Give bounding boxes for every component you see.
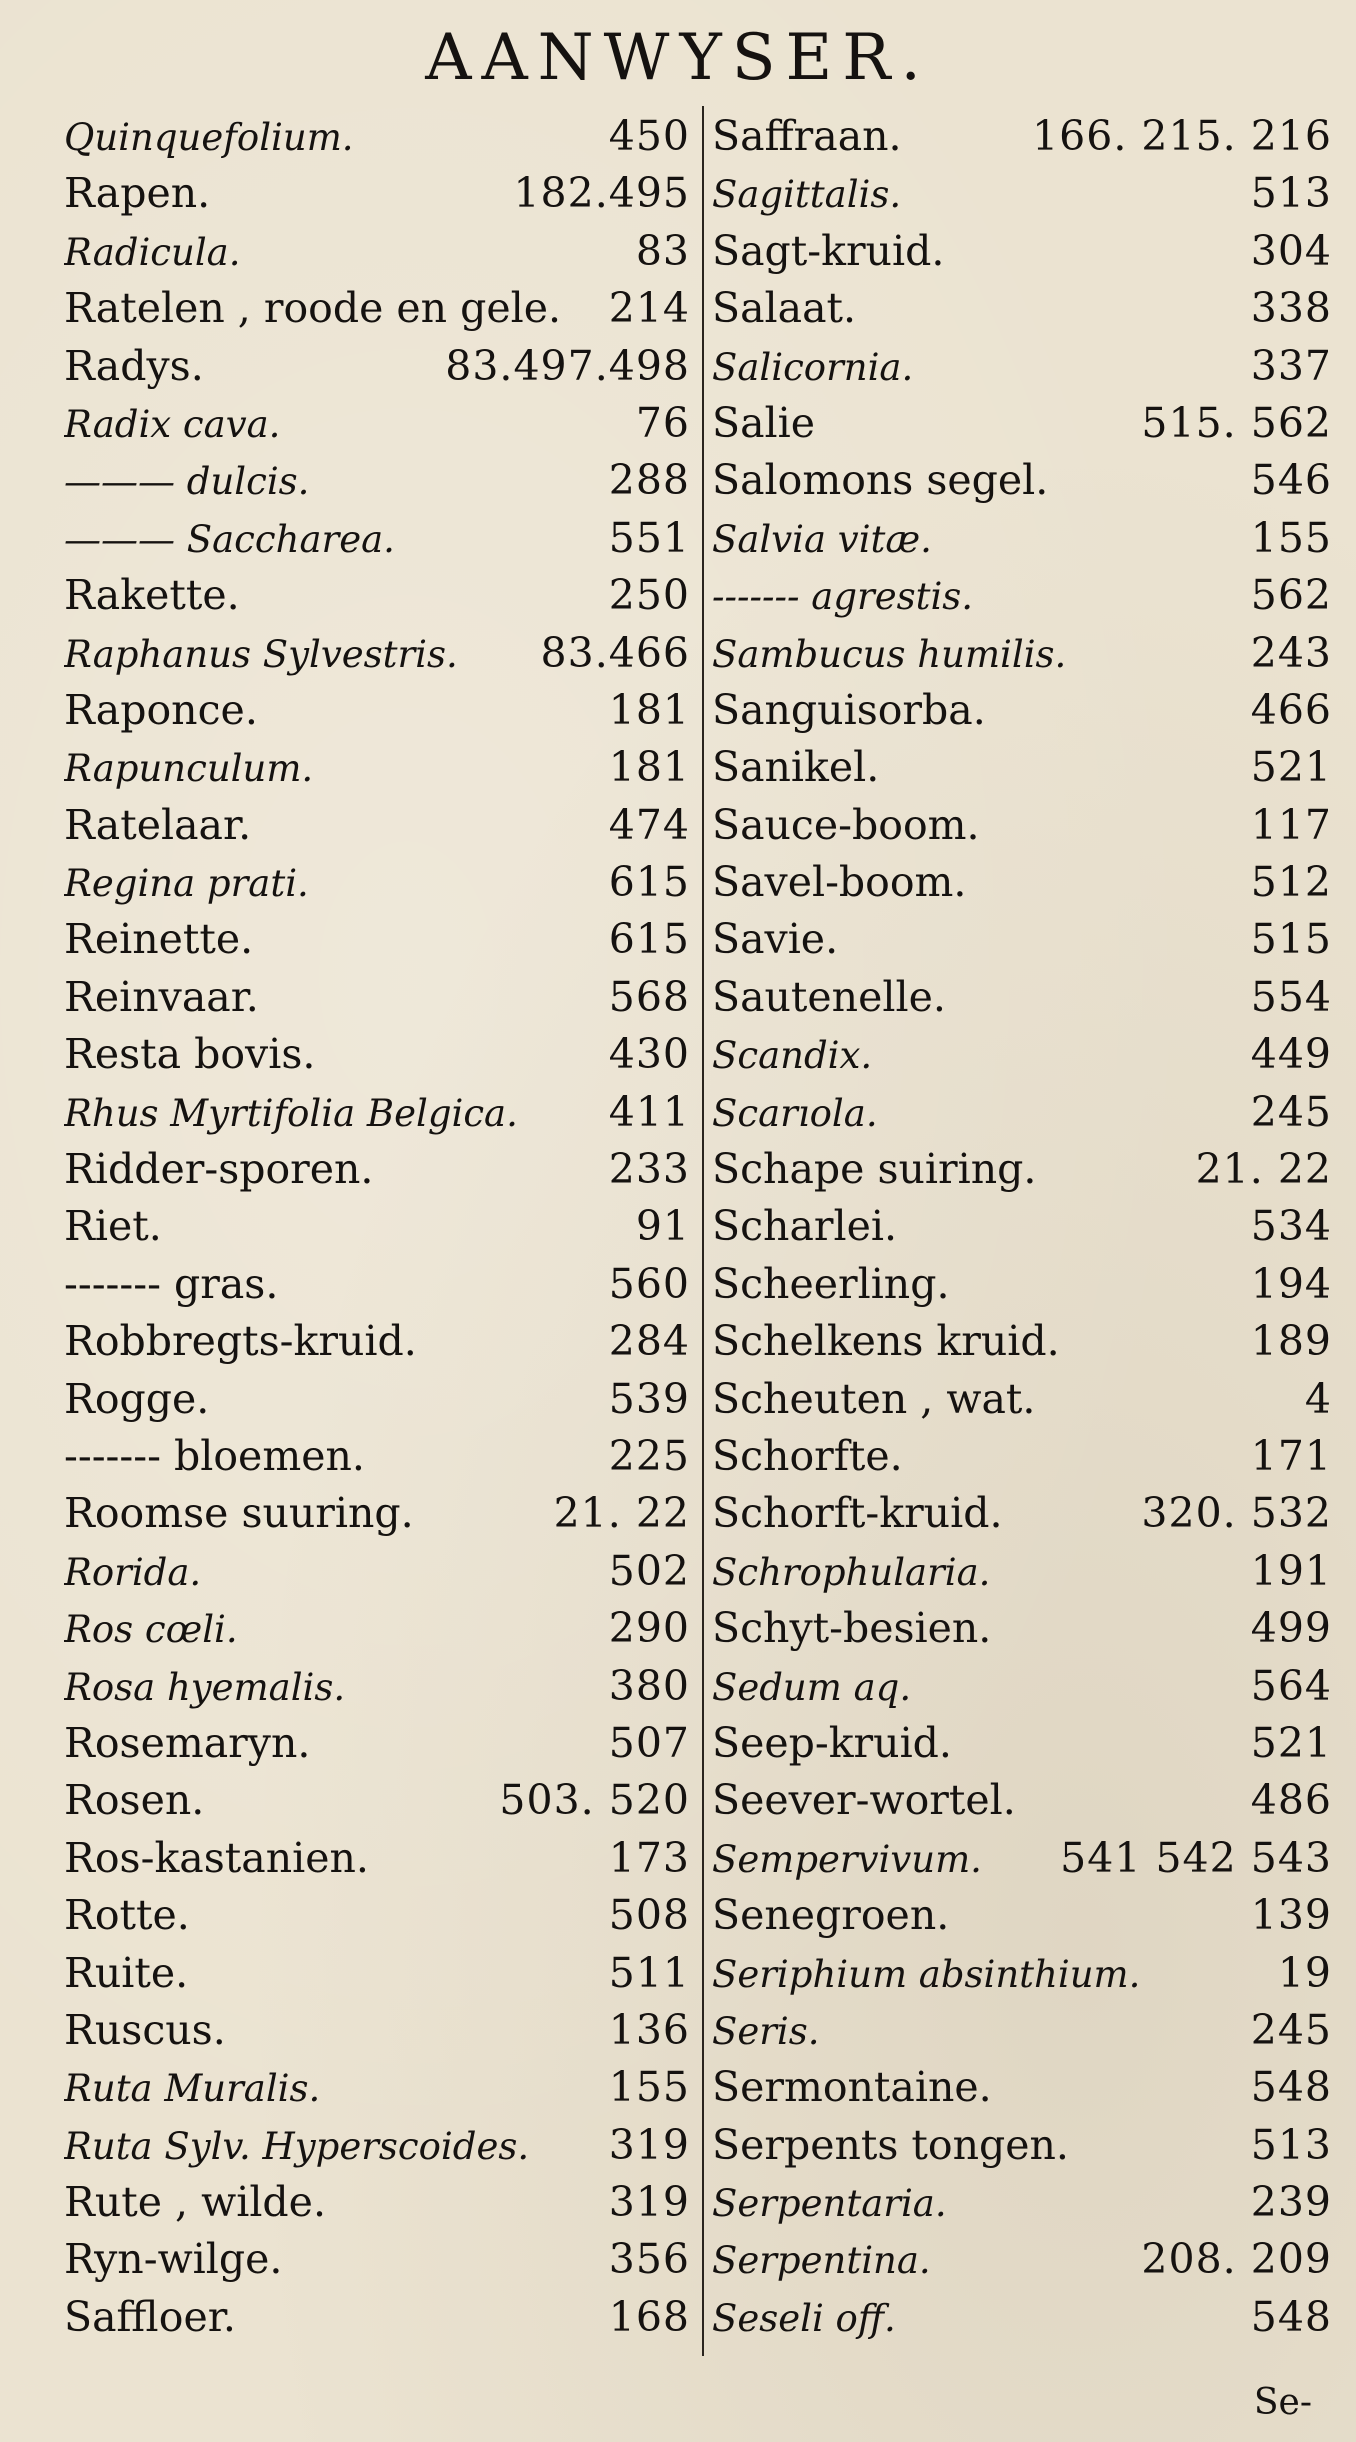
index-entry (64, 911, 690, 968)
entry-pages: 189 (1250, 1317, 1332, 1366)
entry-pages: 233 (608, 1145, 690, 1194)
entry-name: Ridder-sporen. (64, 1145, 374, 1194)
entry-pages: 290 (608, 1604, 690, 1653)
entry-pages: 615 (608, 858, 690, 907)
entry-name: Sanguisorba. (712, 685, 986, 734)
index-entry (64, 510, 690, 567)
entry-pages: 615 (608, 915, 690, 964)
index-entry (64, 1141, 690, 1198)
entry-pages: 564 (1250, 1661, 1332, 1710)
index-entry (64, 1658, 690, 1715)
entry-pages: 239 (1250, 2178, 1332, 2227)
entry-name: Salie (712, 398, 816, 447)
entry-name: Ruscus. (64, 2005, 226, 2054)
index-entry (712, 969, 1332, 1026)
entry-name: Schrophularia. (712, 1550, 991, 1594)
entry-pages: 548 (1250, 2292, 1332, 2341)
index-entry (712, 108, 1332, 165)
entry-pages: 208. 209 (1141, 2235, 1332, 2284)
entry-pages: 539 (608, 1374, 690, 1423)
index-entry (64, 1543, 690, 1600)
entry-pages: 225 (608, 1431, 690, 1480)
entry-pages: 562 (1250, 571, 1332, 620)
index-entry (64, 2231, 690, 2288)
entry-pages: 320. 532 (1141, 1489, 1332, 1538)
right-column (712, 108, 1332, 2346)
entry-pages: 173 (608, 1833, 690, 1882)
entry-name: Riet. (64, 1202, 162, 1251)
entry-name: Radicula. (64, 230, 241, 274)
index-entry (64, 395, 690, 452)
index-entry (64, 625, 690, 682)
entry-name: Serpentina. (712, 2239, 931, 2283)
index-entry (64, 1428, 690, 1485)
entry-name: Scheerling. (712, 1259, 950, 1308)
entry-name: Ruite. (64, 1948, 189, 1997)
entry-name: Schorft-kruid. (712, 1489, 1003, 1538)
index-entry (712, 1371, 1332, 1428)
entry-pages: 168 (608, 2292, 690, 2341)
entry-pages: 568 (608, 972, 690, 1021)
entry-name: Schelkens kruid. (712, 1317, 1060, 1366)
entry-pages: 534 (1250, 1202, 1332, 1251)
entry-name: Salaat. (712, 284, 857, 333)
entry-name: Rorida. (64, 1550, 202, 1594)
entry-name: ------- bloemen. (64, 1431, 365, 1480)
entry-pages: 511 (608, 1948, 690, 1997)
entry-pages: 546 (1250, 456, 1332, 505)
entry-name: Ruta Sylv. Hyperscoides. (64, 2124, 530, 2168)
entry-pages: 243 (1250, 628, 1332, 677)
index-entry (64, 2174, 690, 2231)
entry-pages: 181 (608, 685, 690, 734)
entry-name: Reinette. (64, 915, 254, 964)
entry-name: Saffloer. (64, 2292, 236, 2341)
entry-pages: 136 (608, 2005, 690, 2054)
entry-name: Saffraan. (712, 112, 902, 160)
entry-pages: 83.466 (540, 628, 690, 677)
entry-name: Sagittalis. (712, 173, 902, 217)
index-entry (712, 1141, 1332, 1198)
entry-pages: 155 (608, 2063, 690, 2112)
index-entry (64, 2002, 690, 2059)
entry-pages: 139 (1250, 1891, 1332, 1940)
entry-name: Sambucus humilis. (712, 632, 1067, 676)
index-entry (64, 2117, 690, 2174)
entry-pages: 356 (608, 2235, 690, 2284)
entry-pages: 76 (635, 398, 690, 447)
entry-name: Regina prati. (64, 862, 309, 906)
entry-pages: 499 (1250, 1604, 1332, 1653)
index-entry (712, 338, 1332, 395)
entry-name: Salvia vitæ. (712, 517, 932, 561)
index-entry (712, 625, 1332, 682)
entry-name: Ros cœli. (64, 1608, 238, 1652)
index-entry (64, 452, 690, 509)
entry-name: Roomse suuring. (64, 1489, 414, 1538)
entry-pages: 191 (1250, 1546, 1332, 1595)
entry-name: Rakette. (64, 571, 240, 620)
index-entry (712, 567, 1332, 624)
entry-pages: 182.495 (513, 169, 690, 218)
entry-pages: 507 (608, 1718, 690, 1767)
entry-name: Scarıola. (712, 1091, 878, 1135)
index-entry (712, 1887, 1332, 1944)
index-entry (712, 2002, 1332, 2059)
entry-pages: 502 (608, 1546, 690, 1595)
entry-name: Seriphium absinthium. (712, 1952, 1141, 1996)
entry-pages: 117 (1250, 800, 1332, 849)
entry-pages: 560 (608, 1259, 690, 1308)
index-entry (712, 1772, 1332, 1829)
entry-pages: 245 (1250, 2005, 1332, 2054)
entry-pages: 521 (1250, 1718, 1332, 1767)
entry-name: Sedum aq. (712, 1665, 912, 1709)
entry-pages: 288 (608, 456, 690, 505)
index-entry (64, 338, 690, 395)
entry-name: Sermontaine. (712, 2063, 992, 2112)
entry-name: Sempervivum. (712, 1837, 982, 1881)
index-entry (64, 1485, 690, 1542)
index-entry (712, 165, 1332, 222)
entry-pages: 166. 215. 216 (1032, 112, 1332, 160)
index-entry (712, 797, 1332, 854)
entry-pages: 513 (1250, 169, 1332, 218)
index-entry (712, 1485, 1332, 1542)
entry-name: Scandix. (712, 1034, 873, 1078)
entry-pages: 551 (608, 513, 690, 562)
entry-pages: 515 (1250, 915, 1332, 964)
entry-pages: 319 (608, 2120, 690, 2169)
index-entry (712, 1026, 1332, 1083)
entry-name: Sautenelle. (712, 972, 946, 1021)
entry-pages: 245 (1250, 1087, 1332, 1136)
entry-name: Raponce. (64, 685, 258, 734)
index-entry (712, 739, 1332, 796)
index-entry (712, 1198, 1332, 1255)
entry-name: Seever-wortel. (712, 1776, 1016, 1825)
index-entry (64, 223, 690, 280)
entry-name: Sauce-boom. (712, 800, 980, 849)
index-entry (712, 911, 1332, 968)
index-entry (712, 1830, 1332, 1887)
index-entry (64, 1830, 690, 1887)
index-entry (64, 1313, 690, 1370)
entry-pages: 171 (1250, 1431, 1332, 1480)
entry-name: Rapen. (64, 169, 211, 218)
entry-name: Resta bovis. (64, 1030, 316, 1079)
entry-pages: 91 (635, 1202, 690, 1251)
index-entry (712, 280, 1332, 337)
entry-pages: 19 (1277, 1948, 1332, 1997)
entry-name: ——— Saccharea. (64, 517, 395, 561)
index-entry (64, 1026, 690, 1083)
entry-name: Rhus Myrtifolia Belgica. (64, 1091, 518, 1135)
entry-name: Rapunculum. (64, 747, 314, 791)
index-entry (712, 1945, 1332, 2002)
entry-pages: 508 (608, 1891, 690, 1940)
entry-pages: 541 542 543 (1060, 1833, 1332, 1882)
entry-pages: 83.497.498 (445, 341, 690, 390)
index-entry (712, 2117, 1332, 2174)
entry-pages: 304 (1250, 226, 1332, 275)
entry-pages: 521 (1250, 743, 1332, 792)
index-entry (712, 395, 1332, 452)
index-entry (712, 682, 1332, 739)
entry-name: ——— dulcis. (64, 460, 310, 504)
index-entry (64, 739, 690, 796)
entry-pages: 319 (608, 2178, 690, 2227)
entry-pages: 450 (608, 112, 690, 160)
entry-name: ------- agrestis. (712, 575, 974, 619)
index-entry (712, 223, 1332, 280)
entry-pages: 194 (1250, 1259, 1332, 1308)
entry-name: Salicornia. (712, 345, 914, 389)
index-entry (712, 2289, 1332, 2346)
entry-name: Serpents tongen. (712, 2120, 1069, 2169)
entry-name: Raphanus Sylvestris. (64, 632, 458, 676)
index-entry (64, 1371, 690, 1428)
entry-name: Schorfte. (712, 1431, 903, 1480)
entry-name: Ruta Muralis. (64, 2067, 321, 2111)
index-entry (712, 1313, 1332, 1370)
entry-name: Quinquefolium. (64, 116, 354, 159)
entry-pages: 338 (1250, 284, 1332, 333)
entry-name: Reinvaar. (64, 972, 259, 1021)
entry-name: Seseli off. (712, 2296, 896, 2340)
column-divider (702, 106, 704, 2356)
entry-pages: 515. 562 (1141, 398, 1332, 447)
index-entry (64, 2059, 690, 2116)
entry-name: Sanikel. (712, 743, 880, 792)
index-entry (64, 567, 690, 624)
page-title: AANWYSER. (425, 21, 931, 95)
entry-name: Savie. (712, 915, 839, 964)
catchword: Se- (1253, 2382, 1312, 2423)
entry-name: Scharlei. (712, 1202, 898, 1251)
entry-pages: 4 (1304, 1374, 1332, 1423)
index-entry (712, 452, 1332, 509)
entry-name: Seris. (712, 2009, 820, 2053)
entry-name: Rotte. (64, 1891, 190, 1940)
index-entry (64, 1198, 690, 1255)
entry-pages: 214 (608, 284, 690, 333)
index-entry (712, 1715, 1332, 1772)
entry-name: Schyt-besien. (712, 1604, 992, 1653)
left-column (64, 108, 690, 2346)
entry-pages: 83 (635, 226, 690, 275)
index-entry (712, 1084, 1332, 1141)
entry-pages: 466 (1250, 685, 1332, 734)
index-entry (64, 1945, 690, 2002)
index-entry (712, 1428, 1332, 1485)
index-entry (712, 1543, 1332, 1600)
entry-pages: 449 (1250, 1030, 1332, 1079)
index-entry (64, 1600, 690, 1657)
index-entry (64, 1887, 690, 1944)
entry-name: Savel-boom. (712, 858, 967, 907)
entry-name: Schape suiring. (712, 1145, 1037, 1194)
index-entry (64, 682, 690, 739)
entry-pages: 513 (1250, 2120, 1332, 2169)
entry-name: Radix cava. (64, 402, 281, 446)
entry-pages: 337 (1250, 341, 1332, 390)
index-entry (712, 1600, 1332, 1657)
entry-name: Radys. (64, 341, 204, 390)
entry-pages: 21. 22 (1195, 1145, 1332, 1194)
entry-name: Rosen. (64, 1776, 205, 1825)
index-entry (64, 1256, 690, 1313)
entry-name: Robbregts-kruid. (64, 1317, 417, 1366)
entry-name: Serpentaria. (712, 2182, 947, 2226)
entry-name: Rute , wilde. (64, 2178, 326, 2227)
entry-name: Ros-kastanien. (64, 1833, 369, 1882)
entry-pages: 181 (608, 743, 690, 792)
entry-pages: 430 (608, 1030, 690, 1079)
index-entry (64, 854, 690, 911)
entry-pages: 21. 22 (553, 1489, 690, 1538)
index-entry (712, 510, 1332, 567)
index-entry (64, 1715, 690, 1772)
entry-name: Rosa hyemalis. (64, 1665, 346, 1709)
index-entry (64, 108, 690, 165)
index-entry (712, 1256, 1332, 1313)
entry-pages: 554 (1250, 972, 1332, 1021)
index-entry (64, 1084, 690, 1141)
index-entry (64, 1772, 690, 1829)
index-entry (712, 2231, 1332, 2288)
index-entry (64, 2289, 690, 2346)
entry-pages: 411 (608, 1087, 690, 1136)
index-entry (64, 165, 690, 222)
index-entry (64, 280, 690, 337)
entry-name: ------- gras. (64, 1259, 279, 1308)
entry-name: Salomons segel. (712, 456, 1049, 505)
entry-name: Ratelen , roode en gele. (64, 284, 562, 333)
entry-name: Scheuten , wat. (712, 1374, 1036, 1423)
entry-name: Senegroen. (712, 1891, 950, 1940)
index-entry (64, 969, 690, 1026)
entry-name: Ratelaar. (64, 800, 252, 849)
entry-name: Seep-kruid. (712, 1718, 952, 1767)
entry-pages: 155 (1250, 513, 1332, 562)
entry-name: Sagt-kruid. (712, 226, 945, 275)
index-entry (712, 2174, 1332, 2231)
entry-name: Rosemaryn. (64, 1718, 311, 1767)
entry-pages: 380 (608, 1661, 690, 1710)
index-entry (712, 2059, 1332, 2116)
index-entry (712, 1658, 1332, 1715)
entry-pages: 486 (1250, 1776, 1332, 1825)
entry-name: Ryn-wilge. (64, 2235, 283, 2284)
index-entry (712, 854, 1332, 911)
index-entry (64, 797, 690, 854)
entry-pages: 474 (608, 800, 690, 849)
entry-pages: 512 (1250, 858, 1332, 907)
entry-pages: 250 (608, 571, 690, 620)
entry-pages: 284 (608, 1317, 690, 1366)
entry-pages: 503. 520 (499, 1776, 690, 1825)
entry-name: Rogge. (64, 1374, 210, 1423)
entry-pages: 548 (1250, 2063, 1332, 2112)
